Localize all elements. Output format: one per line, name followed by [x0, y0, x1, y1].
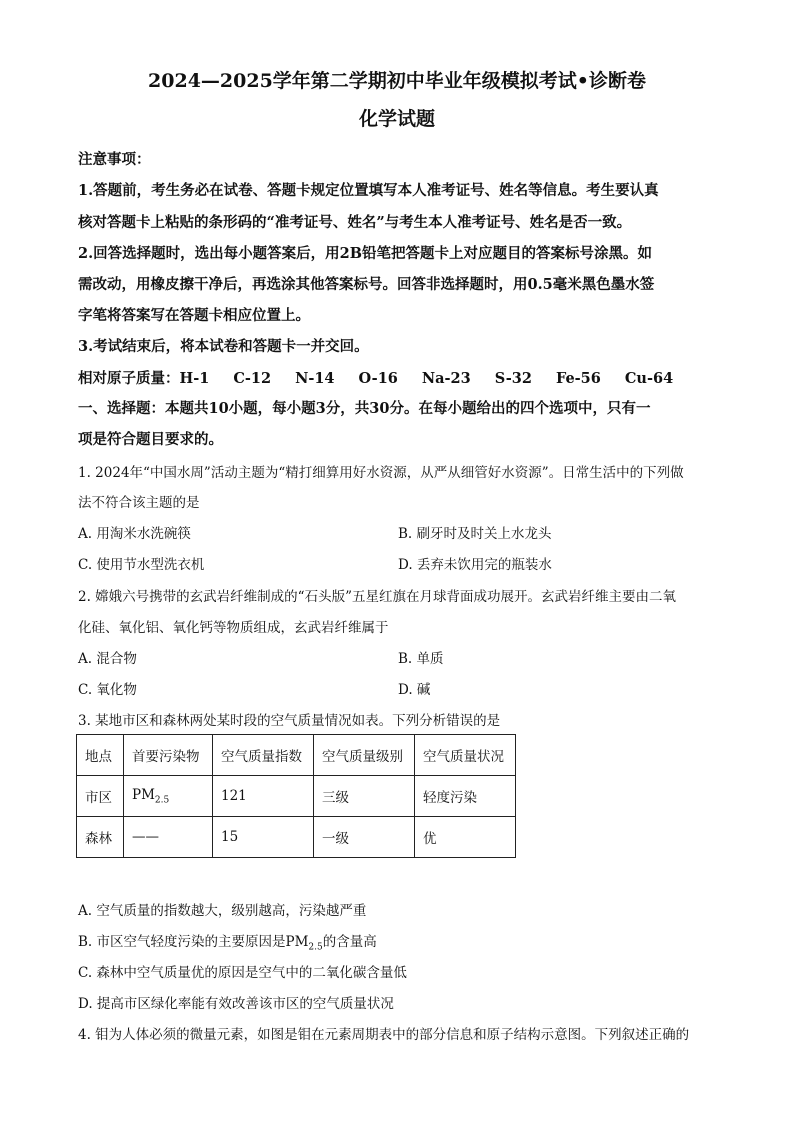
question-2-option-c: C. 氧化物	[78, 682, 137, 698]
table-header-cell: 空气质量状况	[415, 735, 516, 776]
table-row	[77, 817, 516, 858]
table-header-cell: 空气质量指数	[213, 735, 314, 776]
pm-subscript: 2.5	[154, 795, 170, 806]
pm-label: PM	[132, 786, 155, 803]
notice-heading: 注意事项：	[78, 151, 151, 168]
atomic-mass-fe: Fe-56	[555, 370, 601, 387]
question-4-stem-line-1: 4. 钼为人体必须的微量元素，如图是钼在元素周期表中的部分信息和原子结构示意图。下列叙述正确的	[78, 1027, 690, 1043]
table-cell-status: 优	[415, 817, 516, 858]
table-cell-index: 15	[213, 817, 314, 858]
question-2-option-b: B. 单质	[398, 651, 444, 667]
question-1-option-d: D. 丢弃未饮用完的瓶装水	[398, 557, 552, 573]
table-header-row	[77, 735, 516, 776]
question-3-stem: 3. 某地市区和森林两处某时段的空气质量情况如表。下列分析错误的是	[78, 713, 501, 729]
question-2-stem-line-2: 化硅、氧化铝、氧化钙等物质组成，玄武岩纤维属于	[78, 620, 389, 636]
atomic-mass-n: N-14	[295, 370, 335, 387]
question-3-option-c: C. 森林中空气质量优的原因是空气中的二氧化碳含量低	[78, 965, 407, 981]
atomic-mass-cu: Cu-64	[624, 370, 674, 387]
question-2-stem-line-1: 2. 嫦娥六号携带的玄武岩纤维制成的“石头版”五星红旗在月球背面成功展开。玄武岩纤维主要由二氧	[78, 589, 676, 605]
table-cell-level: 一级	[314, 817, 415, 858]
atomic-mass-o: O-16	[358, 370, 398, 387]
section-1-instruction-line-2: 项是符合题目要求的。	[78, 431, 223, 448]
atomic-masses	[78, 367, 697, 388]
question-3-option-d: D. 提高市区绿化率能有效改善该市区的空气质量状况	[78, 996, 394, 1012]
question-1-stem-line-2: 法不符合该主题的是	[78, 495, 200, 511]
atomic-masses-label: 相对原子质量：	[78, 370, 180, 387]
notice-item-1-line-1: 1.答题前，考生务必在试卷、答题卡规定位置填写本人准考证号、姓名等信息。考生要认真	[78, 182, 659, 199]
table-cell-place: 市区	[77, 776, 124, 817]
option-b-text-end: 的含量高	[322, 934, 377, 950]
section-1-instruction-line-1: 一、选择题：本题共10小题，每小题3分，共30分。在每小题给出的四个选项中，只有一	[78, 400, 651, 417]
question-3-option-a: A. 空气质量的指数越大，级别越高，污染越严重	[78, 903, 367, 919]
question-3-option-b	[78, 930, 377, 953]
notice-item-2-line-1: 2.回答选择题时，选出每小题答案后，用2B铅笔把答题卡上对应题目的答案标号涂黑。如	[78, 245, 652, 262]
option-b-text: B. 市区空气轻度污染的主要原因是PM	[78, 934, 309, 950]
atomic-mass-s: S-32	[494, 370, 532, 387]
question-1-option-b: B. 刷牙时及时关上水龙头	[398, 526, 552, 542]
table-cell-status: 轻度污染	[415, 776, 516, 817]
question-1-option-a: A. 用淘米水洗碗筷	[78, 526, 191, 542]
table-cell-level: 三级	[314, 776, 415, 817]
question-2-option-d: D. 碱	[398, 682, 431, 698]
table-cell-pollutant: ——	[124, 817, 213, 858]
atomic-mass-h: H-1	[179, 370, 210, 387]
exam-subject: 化学试题	[358, 108, 435, 130]
notice-item-2-line-3: 字笔将答案写在答题卡相应位置上。	[78, 307, 310, 324]
table-cell-pollutant	[124, 776, 213, 817]
notice-item-3: 3.考试结束后，将本试卷和答题卡一并交回。	[78, 338, 369, 355]
air-quality-table	[76, 734, 516, 858]
notice-item-2-line-2: 需改动，用橡皮擦干净后，再选涂其他答案标号。回答非选择题时，用0.5毫米黑色墨水签	[78, 276, 655, 293]
question-1-stem-line-1: 1. 2024年“中国水周”活动主题为“精打细算用好水资源，从严从细管好水资源”。日常生活中的下列做	[78, 465, 684, 481]
table-header-cell: 空气质量级别	[314, 735, 415, 776]
table-header-cell: 首要污染物	[124, 735, 213, 776]
atomic-mass-c: C-12	[233, 370, 272, 387]
pm-subscript: 2.5	[308, 942, 323, 953]
exam-title: 2024—2025学年第二学期初中毕业年级模拟考试•诊断卷	[148, 70, 646, 92]
question-1-option-c: C. 使用节水型洗衣机	[78, 557, 205, 573]
atomic-mass-na: Na-23	[421, 370, 471, 387]
table-header-cell: 地点	[77, 735, 124, 776]
question-2-option-a: A. 混合物	[78, 651, 137, 667]
notice-item-1-line-2: 核对答题卡上粘贴的条形码的“准考证号、姓名”与考生本人准考证号、姓名是否一致。	[78, 214, 632, 231]
table-cell-place: 森林	[77, 817, 124, 858]
table-cell-index: 121	[213, 776, 314, 817]
table-row	[77, 776, 516, 817]
